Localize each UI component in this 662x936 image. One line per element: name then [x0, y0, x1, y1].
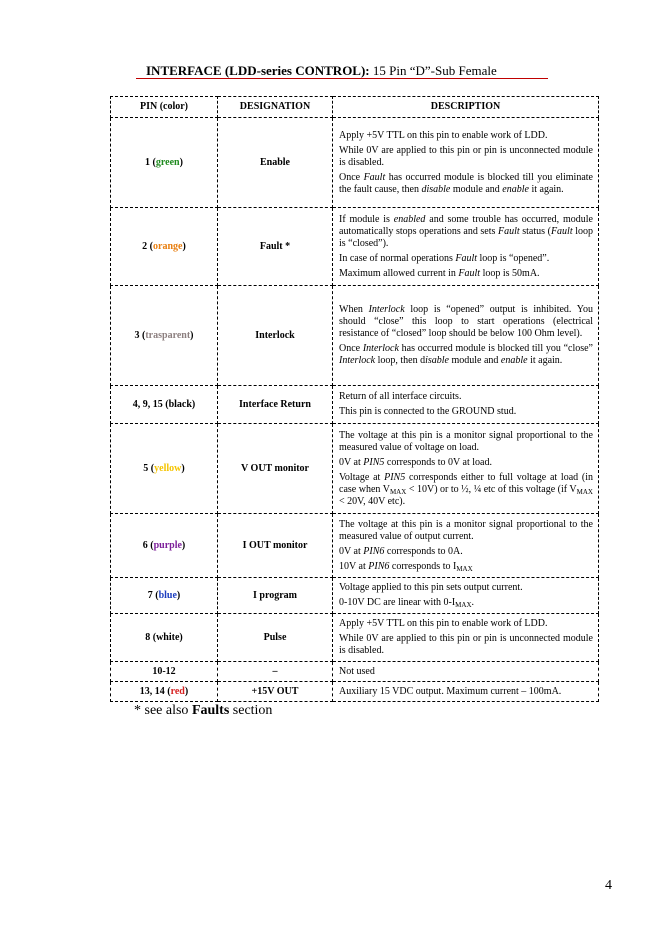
- description-cell: The voltage at this pin is a monitor signal proportional to the measured value of output current. 0V at PIN6 corresponds to 0A. 10V at PIN6 corresponds to $I_{MAX}$: [333, 514, 599, 578]
- designation-cell: Fault *: [218, 208, 333, 286]
- pin-color: purple: [153, 539, 182, 551]
- pin-color: orange: [153, 240, 183, 252]
- table-header-row: [111, 97, 599, 118]
- page-number: 4: [605, 878, 612, 893]
- header-designation: DESIGNATION: [218, 97, 333, 118]
- pin-cell: 6 (purple): [111, 514, 218, 578]
- description-cell: If module is enabled and some trouble has occurred, module automatically stops operations and sets Fault status (Fault loop is “closed”). In case of normal operations Fault loop is “opened”. Maximum allowed current in Fault loop is 50mA.: [333, 208, 599, 286]
- table-row: [111, 614, 599, 662]
- designation-cell: V OUT monitor: [218, 424, 333, 514]
- pin-color: white: [156, 631, 180, 643]
- title-underline: [136, 78, 548, 79]
- header-pin: PIN (color): [111, 97, 218, 118]
- designation-cell: Enable: [218, 118, 333, 208]
- pin-cell: 1 (green): [111, 118, 218, 208]
- description-cell: When Interlock loop is “opened” output is inhibited. You should “close” this loop to start operations (electrical resistance of “closed” loop should be below 100 Ohm level). Once Interlock has occurred module is blocked till you “close” Interlock loop, then disable module and enable it again.: [333, 286, 599, 386]
- footnote-link-text: Faults: [191, 703, 230, 718]
- description-cell: Auxiliary 15 VDC output. Maximum current – 100mA.: [333, 682, 599, 702]
- table-row: [111, 578, 599, 614]
- designation-cell: +15V OUT: [218, 682, 333, 702]
- table-row: [111, 386, 599, 424]
- table-row: [111, 662, 599, 682]
- pin-color: yellow: [154, 462, 182, 474]
- pin-cell: 5 (yellow): [111, 424, 218, 514]
- description-cell: Apply +5V TTL on this pin to enable work of LDD. While 0V are applied to this pin or pin is unconnected module is disabled.: [333, 614, 599, 662]
- pin-cell: 8 (white): [111, 614, 218, 662]
- pin-color: trasparent: [145, 329, 191, 341]
- designation-cell: –: [218, 662, 333, 682]
- pin-color: red: [170, 685, 185, 697]
- table-row: [111, 682, 599, 702]
- description-cell: The voltage at this pin is a monitor signal proportional to the measured value of voltage on load. 0V at PIN5 corresponds to 0V at load. Voltage at PIN5 corresponds either to full voltage at load (in case when $V_{MAX} < 10V$) or to ½, ¼ etc of this voltage (if $V_{MAX} < 20V$, 40V etc).: [333, 424, 599, 514]
- footnote: * see also Faults section: [134, 703, 273, 718]
- description-cell: Not used: [333, 662, 599, 682]
- designation-cell: I program: [218, 578, 333, 614]
- description-cell: Voltage applied to this pin sets output current. 0-10V DC are linear with $0-I_{MAX}$.: [333, 578, 599, 614]
- designation-cell: Interface Return: [218, 386, 333, 424]
- description-cell: Return of all interface circuits. This pin is connected to the GROUND stud.: [333, 386, 599, 424]
- designation-cell: Interlock: [218, 286, 333, 386]
- designation-cell: I OUT monitor: [218, 514, 333, 578]
- pin-color: green: [155, 156, 180, 168]
- pin-cell: 4, 9, 15 (black): [111, 386, 218, 424]
- page-title: [146, 63, 497, 79]
- table-row: [111, 424, 599, 514]
- pin-cell: 13, 14 (red): [111, 682, 218, 702]
- pin-cell: 10-12: [111, 662, 218, 682]
- pin-table: [110, 96, 599, 702]
- table-row: [111, 514, 599, 578]
- pin-color: black: [168, 398, 192, 410]
- page-title-bold: INTERFACE (LDD-series CONTROL):: [146, 63, 370, 78]
- designation-cell: Pulse: [218, 614, 333, 662]
- table-row: [111, 286, 599, 386]
- pin-cell: 3 (trasparent): [111, 286, 218, 386]
- table-row: [111, 118, 599, 208]
- table-row: [111, 208, 599, 286]
- pin-cell: 7 (blue): [111, 578, 218, 614]
- page-title-rest: 15 Pin “D”-Sub Female: [369, 63, 497, 78]
- description-cell: Apply +5V TTL on this pin to enable work of LDD. While 0V are applied to this pin or pin is unconnected module is disabled. Once Fault has occurred module is blocked till you eliminate the fault cause, then disable module and enable it again.: [333, 118, 599, 208]
- pin-cell: 2 (orange): [111, 208, 218, 286]
- pin-color: blue: [158, 589, 177, 601]
- header-description: DESCRIPTION: [333, 97, 599, 118]
